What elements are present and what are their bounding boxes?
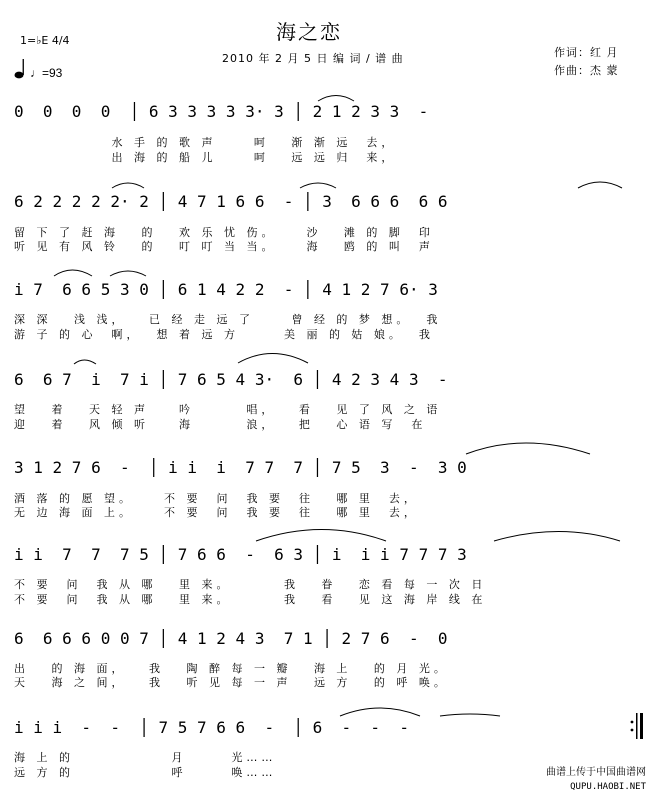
lyrics-row-2-verse-1: 留 下 了 赶 海 的 欢 乐 忧 伤。 沙 滩 的 脚 印 [14,226,434,239]
notation-row-3: i 7 6 6 5 3 0 │ 6 1 4 2 2 - │ 4 1 2 7 6· 3 [14,280,438,299]
lyrics-row-5-verse-2: 无 边 海 面 上。 不 要 问 我 要 往 哪 里 去， [14,506,419,519]
lyrics-row-8-verse-2: 远 方 的 呼 唤…… [14,766,277,779]
notation-row-1: 0 0 0 0 │ 6 3 3 3 3 3· 3 │ 2 1 2 3 3 - [14,102,429,121]
lyrics-row-1-verse-1: 水 手 的 歌 声 呵 渐 渐 远 去， [14,136,397,149]
lyricist-credit: 作词：红 月 [554,46,619,59]
notation-row-2: 6 2 2 2 2 2· 2 │ 4 7 1 6 6 - │ 3 6 6 6 6 6 [14,192,448,211]
watermark [546,766,646,794]
notation-row-8: i i i - - │ 7 5 7 6 6 - │ 6 - - - [14,718,409,737]
lyrics-row-6-verse-2: 不 要 问 我 从 哪 里 来。 我 看 见 这 海 岸 线 在 [14,593,487,606]
key-signature: 1=♭E 4/4 [20,34,70,47]
tempo-marking: ♩=93 [30,66,63,80]
lyrics-row-6-verse-1: 不 要 问 我 从 哪 里 来。 我 眷 恋 看 每 一 次 日 [14,578,487,591]
lyrics-row-4-verse-2: 迎 着 风 倾 听 海 浪， 把 心 语 写 在 [14,418,427,431]
lyrics-row-5-verse-1: 酒 落 的 愿 望。 不 要 问 我 要 往 哪 里 去， [14,492,419,505]
song-title: 海之恋 [276,20,342,44]
lyrics-row-8-verse-1: 海 上 的 月 光…… [14,751,277,764]
lyrics-row-4-verse-1: 望 着 天 轻 声 吟 唱， 看 见 了 风 之 语 [14,403,442,416]
lyrics-row-2-verse-2: 听 见 有 风 铃 的 叮 叮 当 当。 海 鸥 的 叫 声 [14,240,434,253]
notation-row-7: 6 6 6 6 0 0 7 │ 4 1 2 4 3 7 1 │ 2 7 6 - 0 [14,629,448,648]
lyrics-row-7-verse-1: 出 的 海 面， 我 陶 醉 每 一 瓣 海 上 的 月 光。 [14,662,449,675]
lyrics-row-7-verse-2: 天 海 之 间， 我 听 见 每 一 声 远 方 的 呼 唤。 [14,676,449,689]
lyrics-row-3-verse-2: 游 子 的 心 啊， 想 着 远 方 美 丽 的 姑 娘。 我 [14,328,434,341]
notation-row-5: 3 1 2 7 6 - │ i i i 7 7 7 │ 7 5 3 - 3 0 [14,458,467,477]
watermark-line-1: 曲谱上传于中国曲谱网 [546,767,646,778]
lyrics-row-3-verse-1: 深 深 浅 浅， 已 经 走 远 了 曾 经 的 梦 想。 我 [14,313,442,326]
notation-row-4: 6 6 7 i 7 i │ 7 6 5 4 3· 6 │ 4 2 3 4 3 - [14,370,448,389]
lyrics-row-1-verse-2: 出 海 的 船 儿 呵 远 远 归 来， [14,151,397,164]
watermark-line-2: QUPU.HAOBI.NET [570,782,646,792]
notation-row-6: i i 7 7 7 5 │ 7 6 6 - 6 3 │ i i i 7 7 7 3 [14,545,467,564]
date-line: 2010 年 2 月 5 日 编 词 / 谱 曲 [222,52,404,65]
composer-credit: 作曲：杰 蒙 [554,64,619,77]
